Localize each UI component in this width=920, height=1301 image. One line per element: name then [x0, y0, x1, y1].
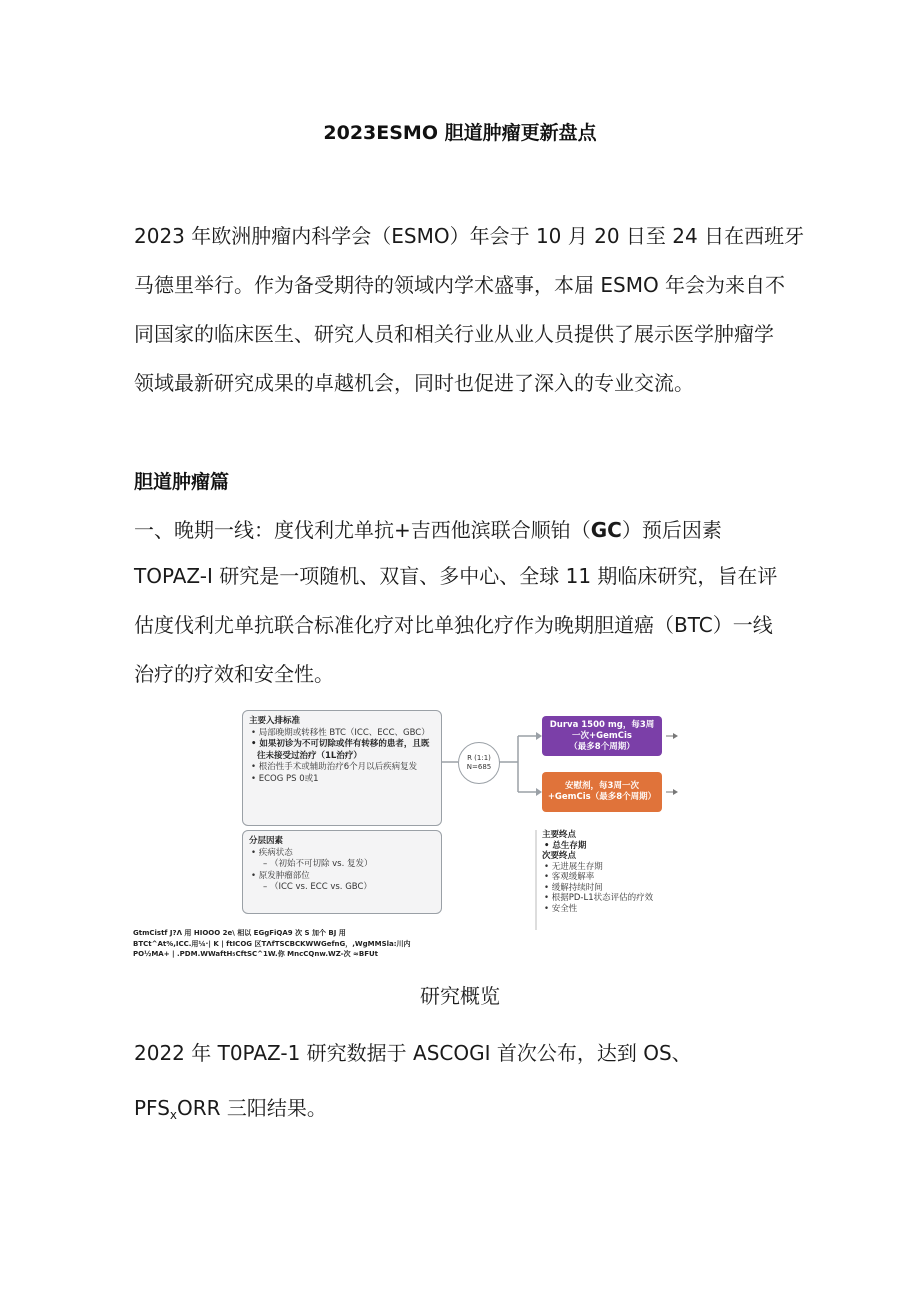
closing-pfs: PFS: [134, 1096, 170, 1120]
stratification-box: [242, 830, 442, 914]
inclusion-item: • 局部晚期或转移性 BTC（ICC、ECC、GBC）: [251, 727, 430, 738]
study-design-diagram: [236, 706, 684, 930]
randomization-n: N=685: [466, 763, 492, 771]
durva-arm-line: 一次+GemCis: [572, 730, 632, 741]
randomization-node: [458, 742, 500, 784]
endpoints-list: [536, 830, 684, 930]
subsection-suffix: ）预后因素: [621, 518, 722, 542]
durva-arm-line: （最多8个周期）: [569, 741, 635, 752]
intro-line: 2023 年欧洲肿瘤内科学会（ESMO）年会于 10 月 20 日至 24 日在西班牙: [134, 224, 805, 248]
strat-subitem: – （ICC vs. ECC vs. GBC）: [263, 882, 372, 892]
secondary-endpoint-item: • 根据PD-L1状态评估的疗效: [544, 893, 654, 903]
closing-subscript: x: [169, 1108, 178, 1122]
diagram-source-note: [133, 928, 411, 960]
secondary-endpoint-item: • 无进展生存期: [544, 861, 603, 872]
intro-line: 马德里举行。作为备受期待的领域内学术盛事，本届 ESMO 年会为来自不: [134, 273, 786, 297]
primary-endpoint-item: • 总生存期: [544, 840, 587, 851]
durvalumab-arm: [542, 716, 662, 756]
closing-line-1: 2022 年 T0PAZ-1 研究数据于 ASCOGI 首次公布，达到 OS、: [134, 1041, 692, 1065]
source-line: BTCt^At%,ICC.用¼·| K | ftICOG 区TΛfTSCBCKWWGefnG，,WgMMSla:川内: [133, 939, 411, 948]
topaz-line: TOPAZ-I 研究是一项随机、双盲、多中心、全球 11 期临床研究，旨在评: [134, 564, 778, 588]
inclusion-item: • 根治性手术或辅助治疗6个月以后疾病复发: [251, 762, 418, 772]
primary-endpoint-header: 主要终点: [542, 830, 577, 840]
durva-arm-line: Durva 1500 mg，每3周: [549, 719, 655, 730]
inclusion-item: • 如果初诊为不可切除或伴有转移的患者，且既往未接受过治疗（1L治疗）: [251, 739, 430, 761]
secondary-endpoint-item: • 客观缓解率: [544, 872, 595, 882]
closing-rest: ORR 三阳结果。: [177, 1096, 327, 1120]
secondary-endpoint-item: • 安全性: [544, 903, 578, 914]
placebo-arm-line: 安慰剂，每3周一次: [565, 781, 639, 791]
strat-item: • 疾病状态: [251, 847, 293, 858]
intro-line: 领域最新研究成果的卓越机会，同时也促进了深入的专业交流。: [134, 371, 694, 395]
inclusion-header: 主要入排标准: [249, 716, 301, 726]
inclusion-criteria-box: [242, 710, 442, 826]
placebo-arm-line: +GemCis（最多8个周期）: [547, 792, 657, 802]
source-line: PO½MA+ | .PDM.WWaftH₅CftSC^1W.你 MncCQnw.WZ-次 ≈BFUt: [133, 950, 379, 958]
intro-line: 同国家的临床医生、研究人员和相关行业从业人员提供了展示医学肿瘤学: [134, 322, 774, 346]
topaz-line: 估度伐利尤单抗联合标准化疗对比单独化疗作为晚期胆道癌（BTC）一线: [134, 613, 773, 637]
document-title: 2023ESMO 胆道肿瘤更新盘点: [323, 122, 597, 144]
source-line: GtmCistf J?Λ 用 HIOOO 2e\ 相以 EGgFiQA9 次 S 加个 BJ 用: [133, 929, 346, 937]
secondary-endpoint-item: • 缓解持续时间: [544, 882, 603, 893]
randomization-ratio: R (1:1): [467, 754, 491, 762]
subsection-prefix: 一、晚期一线：度伐利尤单抗+吉西他滨联合顺铂（: [134, 518, 591, 542]
intro-paragraph: [134, 212, 805, 408]
strat-header: 分层因素: [249, 836, 284, 846]
secondary-endpoint-header: 次要终点: [542, 851, 577, 861]
closing-line-2: [134, 1092, 327, 1122]
placebo-arm: [542, 772, 662, 812]
section-heading: 胆道肿瘤篇: [134, 471, 230, 493]
topaz-line: 治疗的疗效和安全性。: [134, 662, 334, 686]
strat-subitem: – （初始不可切除 vs. 复发）: [263, 859, 373, 869]
subsection-heading: [134, 514, 722, 543]
strat-item: • 原发肿瘤部位: [251, 870, 310, 881]
inclusion-item: • ECOG PS 0或1: [251, 773, 319, 784]
figure-caption: 研究概览: [420, 984, 500, 1008]
subsection-bold: GC: [590, 518, 622, 542]
topaz-paragraph: [134, 552, 794, 699]
